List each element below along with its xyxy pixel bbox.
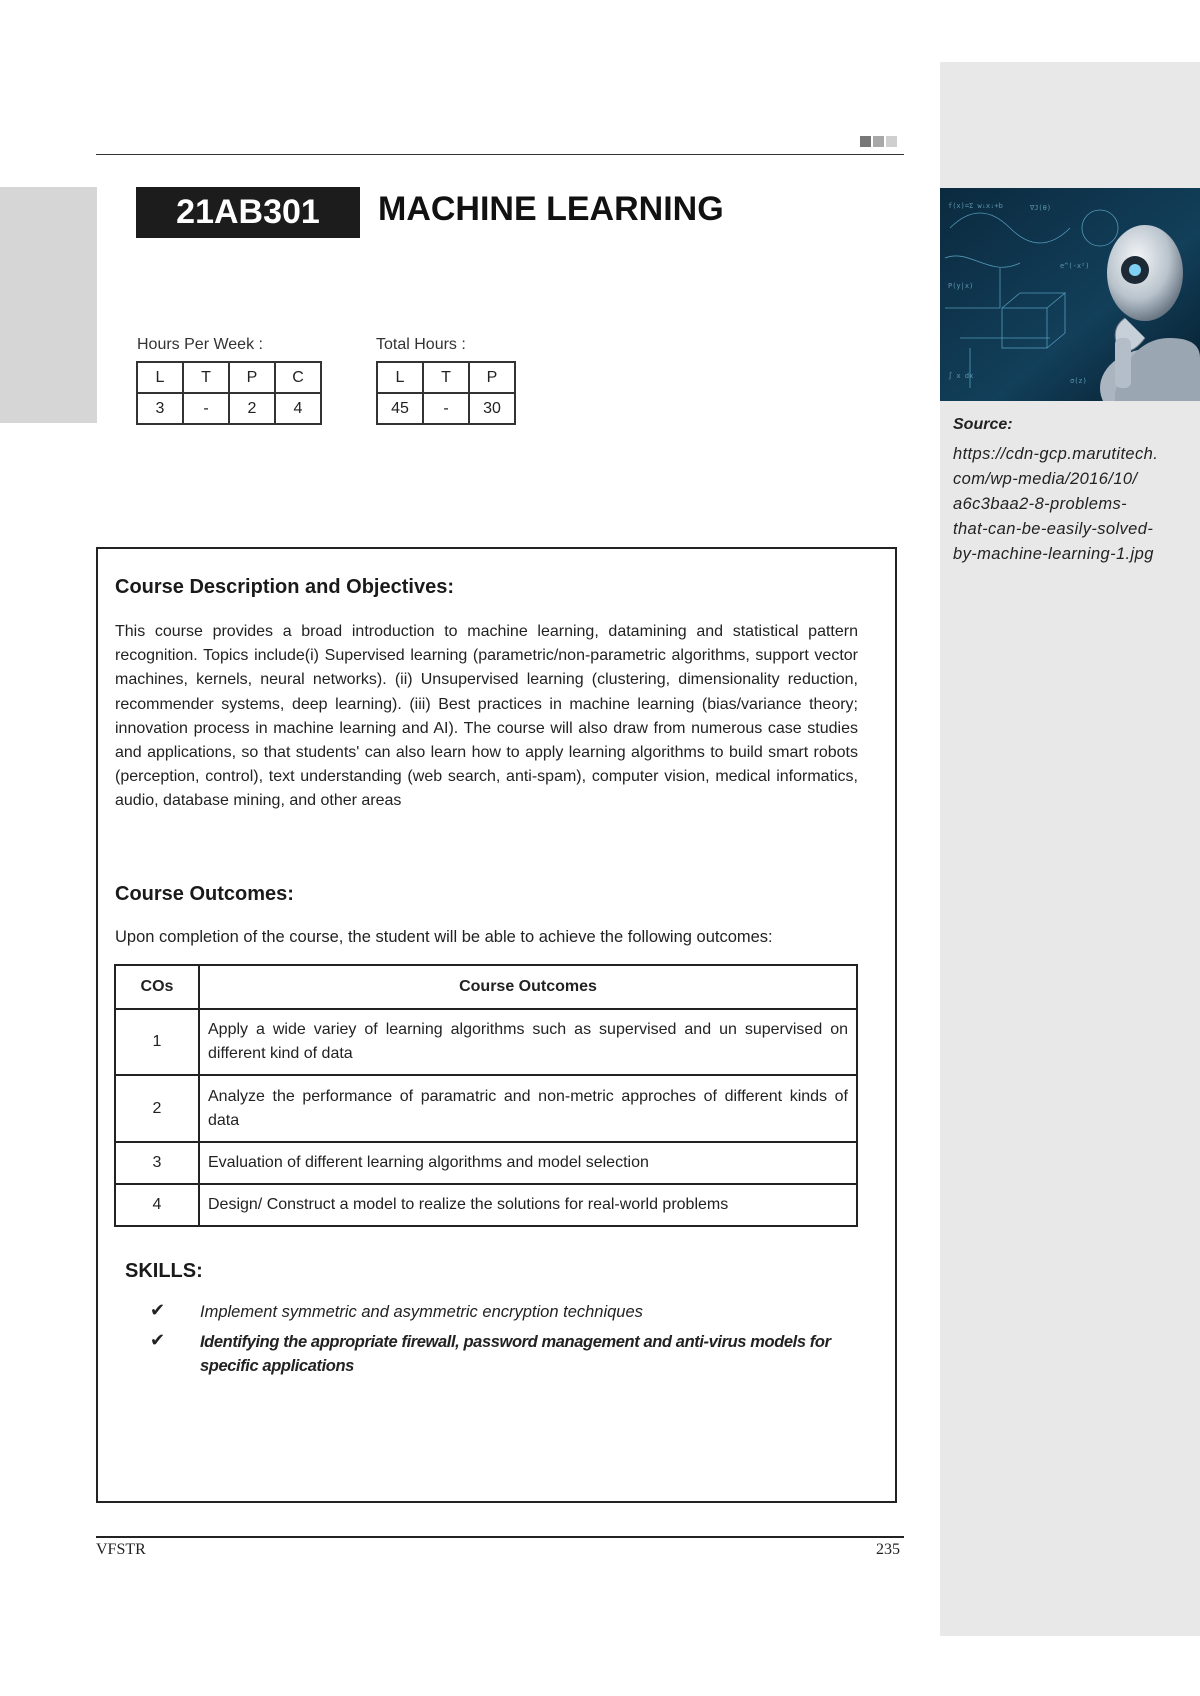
co-text: Evaluation of different learning algorithms and model selection [199, 1142, 857, 1184]
hpw-header-l: L [137, 362, 183, 393]
svg-text:P(y|x): P(y|x) [948, 282, 974, 290]
hours-per-week-label: Hours Per Week : [137, 336, 263, 353]
description-heading: Course Description and Objectives: [115, 576, 454, 598]
co-text: Design/ Construct a model to realize the solutions for real-world problems [199, 1184, 857, 1226]
skills-heading: SKILLS: [125, 1260, 203, 1282]
co-number: 3 [115, 1142, 199, 1184]
th-value-t: - [423, 393, 469, 424]
robot-thinking-photo [940, 188, 1200, 401]
co-number: 2 [115, 1075, 199, 1142]
source-url-line: that-can-be-easily-solved- [953, 520, 1154, 538]
table-row [115, 1009, 857, 1075]
checkmark-icon: ✔ [150, 1330, 166, 1350]
skill-text: Identifying the appropriate firewall, password management and anti-virus models for specific applications [200, 1333, 831, 1375]
hpw-value-t: - [183, 393, 229, 424]
course-title: MACHINE LEARNING [378, 190, 724, 228]
footer-rule [96, 1536, 904, 1538]
th-value-l: 45 [377, 393, 423, 424]
course-code: 21AB301 [136, 187, 360, 238]
col-header-outcomes: Course Outcomes [199, 965, 857, 1009]
svg-text:e^(-x²): e^(-x²) [1060, 262, 1090, 270]
hpw-header-c: C [275, 362, 321, 393]
source-url-line: com/wp-media/2016/10/ [953, 470, 1138, 488]
hpw-value-p: 2 [229, 393, 275, 424]
svg-text:σ(z): σ(z) [1070, 377, 1087, 385]
total-hours-table [376, 361, 516, 425]
col-header-cos: COs [115, 965, 199, 1009]
outcomes-heading: Course Outcomes: [115, 883, 294, 905]
co-number: 4 [115, 1184, 199, 1226]
source-url-line: https://cdn-gcp.marutitech. [953, 445, 1159, 463]
hpw-value-l: 3 [137, 393, 183, 424]
skill-text: Implement symmetric and asymmetric encryption techniques [200, 1303, 643, 1321]
table-row [115, 1075, 857, 1142]
page-number: 235 [876, 1541, 900, 1558]
th-header-p: P [469, 362, 515, 393]
co-text: Analyze the performance of paramatric and non-metric approches of different kinds of data [199, 1075, 857, 1142]
svg-text:f(x)=Σ wᵢxᵢ+b: f(x)=Σ wᵢxᵢ+b [948, 202, 1003, 210]
source-url-line: a6c3baa2-8-problems- [953, 495, 1128, 513]
hpw-value-c: 4 [275, 393, 321, 424]
checkmark-icon: ✔ [150, 1300, 166, 1320]
header-rule [96, 154, 904, 155]
course-outcomes-table [114, 964, 858, 1227]
source-url [953, 442, 1198, 567]
source-url-line: by-machine-learning-1.jpg [953, 545, 1154, 563]
co-number: 1 [115, 1009, 199, 1075]
th-value-p: 30 [469, 393, 515, 424]
total-hours-label: Total Hours : [376, 336, 466, 353]
source-label: Source: [953, 416, 1013, 433]
co-text: Apply a wide variey of learning algorithms such as supervised and un supervised on different kind of data [199, 1009, 857, 1075]
svg-text:∫ x dx: ∫ x dx [948, 372, 974, 380]
left-side-tab [0, 187, 97, 423]
hpw-header-p: P [229, 362, 275, 393]
th-header-l: L [377, 362, 423, 393]
outcomes-intro: Upon completion of the course, the student will be able to achieve the following outcomes: [115, 928, 773, 946]
hpw-header-t: T [183, 362, 229, 393]
description-text: This course provides a broad introduction to machine learning, datamining and statistical pattern recognition. Topics include(i) Supervised learning (parametric/non-parametric algorithms, support vector machines, kernels, neural networks). (ii) Unsupervised learning (clustering, dimensionality reduction, recommender systems, deep learning). (iii) Best practices in machine learning (bias/variance theory; innovation process in machine learning and AI). The course will also draw from numerous case studies and applications, so that students' can also learn how to apply learning algorithms to build smart robots (perception, control), text understanding (web search, anti-spam), computer vision, medical informatics, audio, database mining, and other areas [115, 623, 858, 810]
footer-left-text: VFSTR [96, 1541, 146, 1558]
svg-text:∇J(θ): ∇J(θ) [1030, 204, 1052, 212]
hours-per-week-table [136, 361, 322, 425]
th-header-t: T [423, 362, 469, 393]
three-square-marker-icon [860, 134, 899, 152]
table-row [115, 1142, 857, 1184]
table-row [115, 1184, 857, 1226]
